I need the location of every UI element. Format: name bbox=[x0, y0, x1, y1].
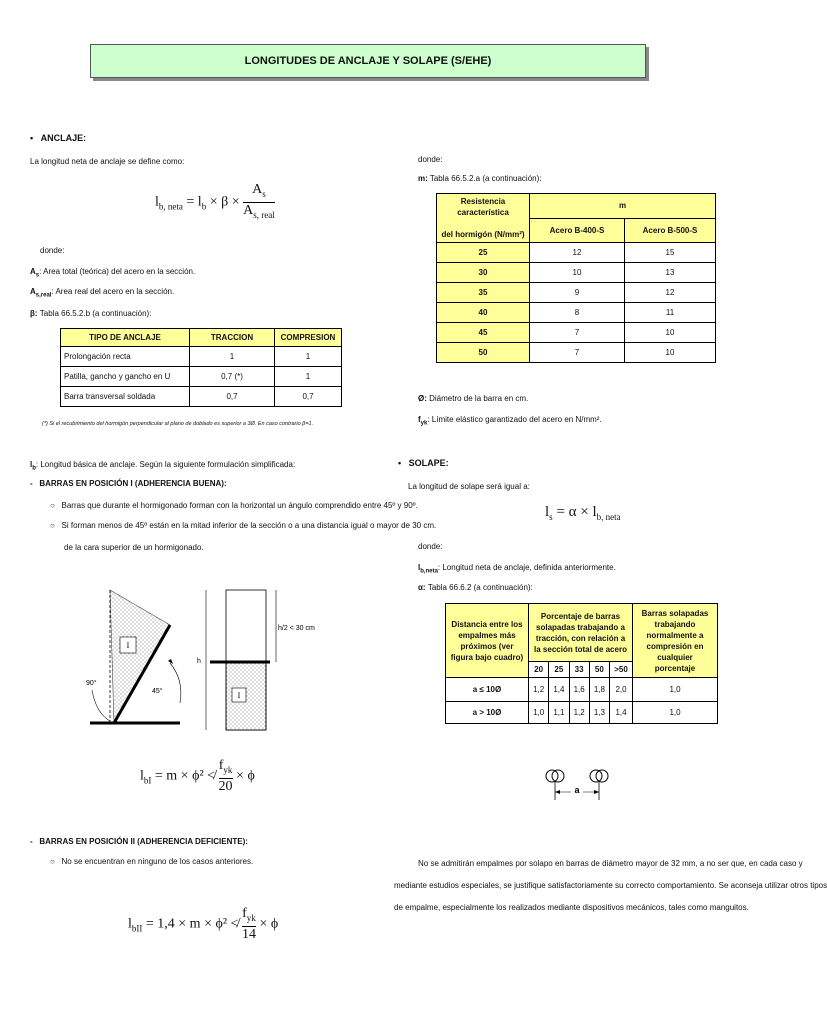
table-row: Patilla, gancho y gancho en U 0,7 (*) 1 bbox=[61, 367, 342, 387]
h-label: h bbox=[197, 658, 201, 665]
lbneta-definition: $l_{b,neta}$: Longitud neta de anclaje, definida anteriormente. bbox=[418, 563, 616, 575]
table-row: 40 8 11 bbox=[437, 303, 716, 323]
overlap-distance-diagram bbox=[540, 762, 620, 802]
solape-donde: donde: bbox=[418, 542, 443, 551]
h2-label: h/2 < 30 cm bbox=[278, 625, 315, 632]
solape-intro: La longitud de solape será igual a: bbox=[408, 482, 530, 491]
phi-definition: Ø: Diámetro de la barra en cm. bbox=[418, 394, 529, 403]
beta-note: (*) Si el recubrimiento del hormigón perpendicular al plano de doblado es superior a 3Ø. En caso contrario β=1. bbox=[42, 421, 314, 427]
solape-paragraph-line-3: de empalme, especialmente los realizados mediante dispositivos mecánicos, tales como manguitos. bbox=[394, 903, 749, 912]
solape-paragraph-line-2: mediante estudios especiales, se justifique satisfactoriamente su correcto comportamiento. Se aconseja utilizar otros tipos bbox=[394, 881, 827, 890]
anclaje-intro: La longitud neta de anclaje se define como: bbox=[30, 157, 185, 166]
angle-45-label: 45° bbox=[152, 688, 163, 695]
alpha-table: Distancia entre los empalmes más próximos (ver figura bajo cuadro) Porcentaje de barras solapadas trabajando a tracción, con relación a la sección total de acero Barras solapadas trabajando normalmente a compresión en cualquier porcentaje 20 25 33 50 >50 a ≤ 10Ø 1,2 1,4 1,6 1,8 2,0 1,0 a > 10Ø 1,0 1,1 1,2 1,3 1,4 1,0 bbox=[445, 603, 718, 724]
pos1-heading: - BARRAS EN POSICIÓN I (ADHERENCIA BUENA): bbox=[30, 479, 227, 488]
table-row: 25 12 15 bbox=[437, 243, 716, 263]
formula-lbII: $l_{bII} = 1,4 \times m \times \phi^2$ ≮ $\frac{f_{yk}}{14}$ × ϕ bbox=[128, 906, 279, 942]
formula-lbI: $l_{bI} = m \times \phi^2$ ≮ $\frac{f_{yk}}{20}$ × ϕ bbox=[140, 758, 255, 794]
table-row: 50 7 10 bbox=[437, 343, 716, 363]
table-row: a ≤ 10Ø 1,2 1,4 1,6 1,8 2,0 1,0 bbox=[446, 678, 718, 702]
asreal-definition: $A_{s,real}$: Area real del acero en la sección. bbox=[30, 287, 175, 299]
m-donde: donde: bbox=[418, 155, 443, 164]
page-title: LONGITUDES DE ANCLAJE Y SOLAPE (S/EHE) bbox=[90, 44, 646, 78]
alpha-definition: α: Tabla 66.6.2 (a continuación): bbox=[418, 583, 533, 592]
formula-ls: $l_s = \alpha \times l_{b, neta}$ bbox=[545, 504, 621, 522]
as-definition: $A_s$: Area total (teórica) del acero en la sección. bbox=[30, 267, 196, 279]
fyk-definition: $f_{yk}$: Límite elástico garantizado del acero en N/mm². bbox=[418, 415, 602, 427]
anclaje-heading: • ANCLAJE: bbox=[30, 133, 87, 143]
hatched-triangle bbox=[110, 590, 170, 723]
m-table: Resistencia característica del hormigón (N/mm²) m Acero B-400-S Acero B-500-S 25 12 15 30 10 13 35 9 12 40 8 11 45 7 10 50 7 10 bbox=[436, 193, 716, 363]
lb-definition: $l_b$: Longitud básica de anclaje. Según la siguiente formulación simplificada: bbox=[30, 460, 296, 472]
formula-lb-neta: $l_{b, neta} = l_b \times \beta$ × $\frac{A_s}{A_{s, real}}$ bbox=[155, 182, 275, 220]
solape-heading: • SOLAPE: bbox=[398, 458, 449, 468]
beta-table: TIPO DE ANCLAJE TRACCION COMPRESION Prolongación recta 1 1 Patilla, gancho y gancho en U 0,7 (*) 1 Barra transversal soldada 0,7 0,7 bbox=[60, 328, 342, 407]
fig-label-I: I bbox=[237, 691, 241, 700]
table-row: a > 10Ø 1,0 1,1 1,2 1,3 1,4 1,0 bbox=[446, 702, 718, 724]
table-row: Prolongación recta 1 1 bbox=[61, 347, 342, 367]
list-item-continuation: de la cara superior de un hormigonado. bbox=[64, 543, 204, 552]
table-row: 30 10 13 bbox=[437, 263, 716, 283]
anchorage-position-diagram bbox=[80, 585, 340, 735]
list-item: ○ No se encuentran en ninguno de los casos anteriores. bbox=[50, 857, 254, 866]
beta-definition: β: Tabla 66.5.2.b (a continuación): bbox=[30, 309, 152, 318]
table-row: 35 9 12 bbox=[437, 283, 716, 303]
list-item: ○ Barras que durante el hormigonado forman con la horizontal un ángulo comprendido entre 45º y 90º. bbox=[50, 501, 418, 510]
m-definition: m: Tabla 66.5.2.a (a continuación): bbox=[418, 174, 542, 183]
angle-90-label: 90° bbox=[86, 680, 97, 687]
list-item: ○ Si forman menos de 45º están en la mitad inferior de la sección o a una distancia igual o mayor de 30 cm. bbox=[50, 521, 437, 530]
table-row: Barra transversal soldada 0,7 0,7 bbox=[61, 387, 342, 407]
fig-label-I: I bbox=[126, 641, 130, 650]
solape-paragraph-line-1: No se admitirán empalmes por solapo en barras de diámetro mayor de 32 mm, a no ser que, en cada caso y bbox=[418, 859, 803, 868]
pos2-heading: - BARRAS EN POSICIÓN II (ADHERENCIA DEFICIENTE): bbox=[30, 837, 248, 846]
anclaje-donde: donde: bbox=[40, 246, 65, 255]
distance-a-label: a bbox=[574, 785, 580, 795]
table-row: 45 7 10 bbox=[437, 323, 716, 343]
